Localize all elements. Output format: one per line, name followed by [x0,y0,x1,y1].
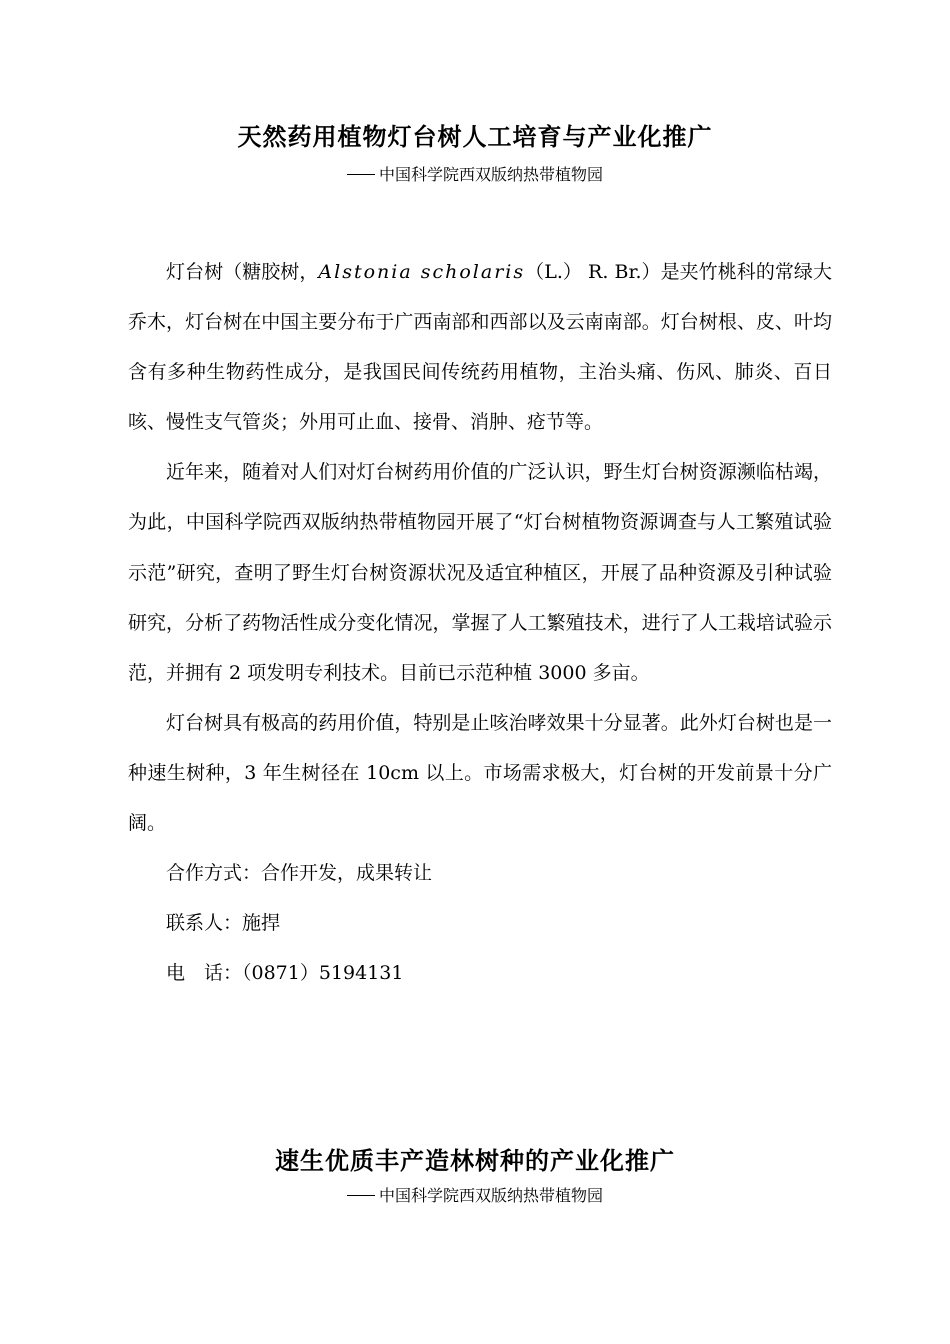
dash-line [347,1195,375,1196]
section2-subtitle-text: 中国科学院西双版纳热带植物园 [378,1186,603,1205]
section2-title: 速生优质丰产造林树种的产业化推广 [275,1146,675,1175]
p1-latin-name: Alstonia scholaris [318,261,526,283]
section1-body [128,247,832,998]
cooperation-line: 合作方式：合作开发，成果转让 [166,862,433,885]
section2-subtitle [0,1186,950,1206]
phone-line: 电 话：（0871）5194131 [166,962,404,985]
section1-subtitle [0,165,950,185]
contact-person-line: 联系人：施捍 [166,912,281,935]
paragraph-2: 近年来，随着对人们对灯台树药用价值的广泛认识，野生灯台树资源濒临枯竭，为此，中国科学院西双版纳热带植物园开展了“灯台树植物资源调查与人工繁殖试验示范”研究，查明了野生灯台树资源状况及适宜种植区，开展了品种资源及引种试验研究，分析了药物活性成分变化情况，掌握了人工繁殖技术，进行了人工栽培试验示范，并拥有 2 项发明专利技术。目前已示范种植 3000 多亩。 [128,461,832,684]
dash-line [347,174,375,175]
section1-title: 天然药用植物灯台树人工培育与产业化推广 [237,122,713,151]
p1-after: （L.） R. Br.）是夹竹桃科的常绿大乔木，灯台树在中国主要分布于广西南部和西部以及云南南部。灯台树根、皮、叶均含有多种生物药性成分，是我国民间传统药用植物，主治头痛、伤风、肺炎、百日咳、慢性支气管炎；外用可止血、接骨、消肿、疮节等。 [128,261,832,434]
paragraph-1 [128,247,832,447]
section1-subtitle-text: 中国科学院西双版纳热带植物园 [378,165,603,184]
paragraph-3: 灯台树具有极高的药用价值，特别是止咳治哮效果十分显著。此外灯台树也是一种速生树种，3 年生树径在 10cm 以上。市场需求极大，灯台树的开发前景十分广阔。 [128,711,832,835]
p1-before: 灯台树（糖胶树， [166,261,319,283]
